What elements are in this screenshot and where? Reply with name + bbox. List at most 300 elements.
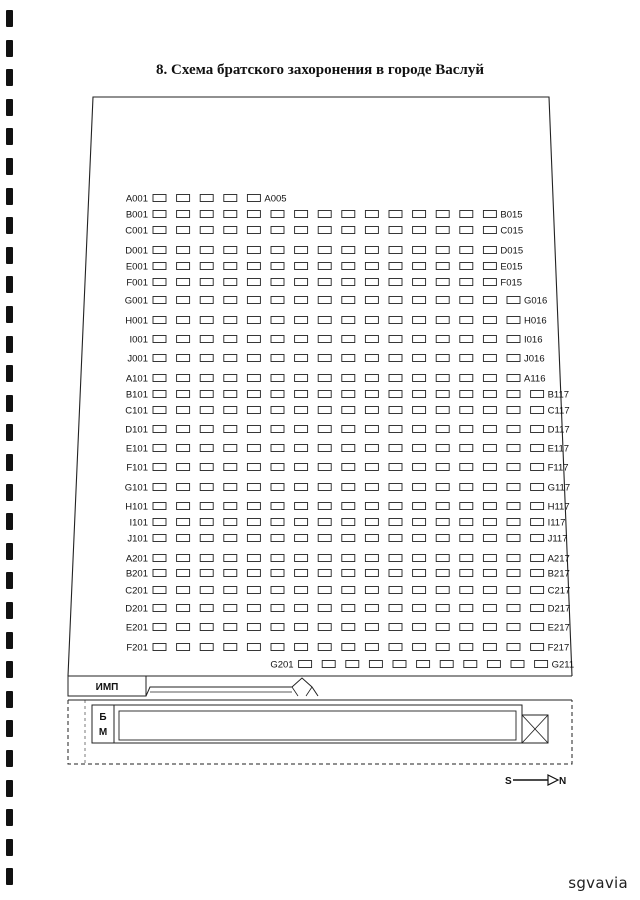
grave-plot <box>295 211 308 218</box>
grave-plot <box>389 211 402 218</box>
grave-plot <box>271 644 284 651</box>
grave-plot <box>295 297 308 304</box>
grave-plot <box>531 407 544 414</box>
grave-plot <box>200 484 213 491</box>
grave-plot <box>200 227 213 234</box>
grave-plot <box>365 555 378 562</box>
row-start-label: E201 <box>125 622 148 634</box>
grave-plot <box>177 297 190 304</box>
grave-plot <box>318 355 331 362</box>
grave-plot <box>531 555 544 562</box>
grave-plot <box>483 503 496 510</box>
grave-plot <box>224 336 237 343</box>
grave-plot <box>177 570 190 577</box>
grave-plot <box>318 519 331 526</box>
grave-plot <box>318 605 331 612</box>
grave-plot <box>365 464 378 471</box>
row-end-label: G016 <box>524 295 548 307</box>
grave-plot <box>271 279 284 286</box>
grave-plot <box>483 587 496 594</box>
grave-plot <box>153 624 166 631</box>
row-end-label: C217 <box>547 585 571 597</box>
grave-plot <box>460 426 473 433</box>
row-start-label: D001 <box>125 245 148 257</box>
grave-plot <box>247 519 260 526</box>
grave-plot <box>200 375 213 382</box>
imp-label: ИМП <box>95 682 119 693</box>
grave-plot <box>200 211 213 218</box>
grave-plot <box>295 336 308 343</box>
row-end-label: B015 <box>500 209 523 221</box>
grave-plot <box>365 587 378 594</box>
grave-plot <box>295 535 308 542</box>
grave-plot <box>460 624 473 631</box>
grave-plot <box>247 587 260 594</box>
grave-plot <box>413 336 426 343</box>
grave-plot <box>413 297 426 304</box>
grave-plot <box>365 644 378 651</box>
grave-plot <box>531 587 544 594</box>
grave-plot <box>224 624 237 631</box>
grave-plot <box>413 279 426 286</box>
grave-plot <box>389 503 402 510</box>
grave-plot <box>342 464 355 471</box>
grave-plot <box>318 503 331 510</box>
grave-plot <box>224 503 237 510</box>
grave-plot <box>153 195 166 202</box>
row-start-label: C201 <box>125 585 148 597</box>
grave-plot <box>507 535 520 542</box>
grave-plot <box>177 195 190 202</box>
grave-plot <box>318 644 331 651</box>
row-start-label: A101 <box>125 373 148 385</box>
grave-plot <box>483 445 496 452</box>
grave-plot <box>365 297 378 304</box>
row-start-label: G001 <box>124 295 148 307</box>
grave-plot <box>507 503 520 510</box>
grave-plot <box>342 445 355 452</box>
bm-label-bottom: М <box>98 727 108 738</box>
grave-plot <box>413 426 426 433</box>
grave-plot <box>365 279 378 286</box>
grave-plot <box>271 519 284 526</box>
grave-plot <box>413 570 426 577</box>
grave-plot <box>483 426 496 433</box>
grave-plot <box>247 355 260 362</box>
grave-plot <box>413 503 426 510</box>
grave-plot <box>460 227 473 234</box>
grave-plot <box>342 297 355 304</box>
grave-plot <box>295 570 308 577</box>
grave-plot <box>224 570 237 577</box>
grave-plot <box>413 464 426 471</box>
grave-plot <box>389 555 402 562</box>
grave-plot <box>460 279 473 286</box>
grave-plot <box>460 555 473 562</box>
row-end-label: I117 <box>547 517 566 529</box>
grave-plot <box>507 445 520 452</box>
grave-plot <box>200 355 213 362</box>
row-end-label: D117 <box>547 424 570 436</box>
grave-plot <box>483 535 496 542</box>
grave-plot <box>460 247 473 254</box>
grave-plot <box>507 355 520 362</box>
grave-plot <box>153 555 166 562</box>
grave-plot <box>436 391 449 398</box>
grave-plot <box>389 317 402 324</box>
grave-plot <box>342 336 355 343</box>
row-start-label: B001 <box>125 209 148 221</box>
grave-plot <box>177 535 190 542</box>
grave-plot <box>483 464 496 471</box>
grave-plot <box>153 535 166 542</box>
grave-plot <box>295 317 308 324</box>
row-end-label: J117 <box>547 533 568 545</box>
grave-plot <box>365 484 378 491</box>
grave-plot <box>531 503 544 510</box>
grave-plot <box>483 624 496 631</box>
grave-plot <box>271 464 284 471</box>
grave-plot <box>389 279 402 286</box>
grave-plot <box>436 605 449 612</box>
grave-plot <box>342 426 355 433</box>
row-start-label: E001 <box>125 261 148 273</box>
grave-plot <box>153 317 166 324</box>
grave-plot <box>271 587 284 594</box>
grave-plot <box>200 624 213 631</box>
grave-plot <box>318 570 331 577</box>
grave-plot <box>200 279 213 286</box>
grave-plot <box>295 445 308 452</box>
grave-plot <box>436 445 449 452</box>
grave-plot <box>153 644 166 651</box>
grave-plot <box>417 661 430 668</box>
grave-plot <box>436 263 449 270</box>
row-start-label: J101 <box>127 533 148 545</box>
grave-plot <box>507 464 520 471</box>
grave-plot <box>247 445 260 452</box>
grave-plot <box>483 484 496 491</box>
grave-plot <box>247 336 260 343</box>
grave-plot <box>247 605 260 612</box>
row-end-label: F217 <box>547 642 570 654</box>
grave-plot <box>531 445 544 452</box>
grave-plot <box>200 535 213 542</box>
gate-post <box>292 687 298 696</box>
grave-plot <box>342 407 355 414</box>
grave-plot <box>318 211 331 218</box>
grave-plot <box>483 263 496 270</box>
grave-plot <box>247 391 260 398</box>
grave-plot <box>318 297 331 304</box>
grave-plot <box>342 605 355 612</box>
grave-plot <box>247 317 260 324</box>
grave-plot <box>177 503 190 510</box>
row-start-label: J001 <box>127 353 148 365</box>
grave-plot <box>271 484 284 491</box>
grave-plot <box>389 464 402 471</box>
grave-plot <box>200 247 213 254</box>
grave-plot <box>413 227 426 234</box>
grave-plot <box>342 484 355 491</box>
grave-plot <box>295 263 308 270</box>
grave-plot <box>460 263 473 270</box>
grave-plot <box>436 336 449 343</box>
grave-plot <box>507 644 520 651</box>
grave-plot <box>483 644 496 651</box>
row-start-label: A001 <box>125 193 148 205</box>
grave-plot <box>507 570 520 577</box>
grave-plot <box>342 375 355 382</box>
grave-plot <box>224 391 237 398</box>
grave-plot <box>389 426 402 433</box>
grave-plot <box>177 624 190 631</box>
grave-plot <box>460 503 473 510</box>
grave-plot <box>342 263 355 270</box>
grave-plot <box>271 375 284 382</box>
grave-plot <box>531 624 544 631</box>
watermark: sgvavia <box>568 874 628 892</box>
grave-plot <box>153 355 166 362</box>
grave-plot <box>365 445 378 452</box>
grave-plot <box>365 375 378 382</box>
grave-plot <box>177 355 190 362</box>
grave-plot <box>389 624 402 631</box>
grave-plot <box>436 570 449 577</box>
grave-plot <box>413 391 426 398</box>
grave-plot <box>483 211 496 218</box>
grave-plot <box>436 317 449 324</box>
grave-plot <box>224 644 237 651</box>
grave-plot <box>271 355 284 362</box>
grave-plot <box>436 375 449 382</box>
grave-plot <box>247 484 260 491</box>
grave-plot <box>460 587 473 594</box>
grave-plot <box>531 519 544 526</box>
grave-plot <box>483 570 496 577</box>
grave-plot <box>507 605 520 612</box>
grave-plot <box>413 644 426 651</box>
grave-plot <box>531 535 544 542</box>
grave-plot <box>318 426 331 433</box>
grave-plot <box>483 555 496 562</box>
grave-plot <box>365 624 378 631</box>
grave-plot <box>247 247 260 254</box>
grave-plot <box>153 570 166 577</box>
grave-plot <box>483 605 496 612</box>
row-start-label: I001 <box>129 334 148 346</box>
grave-plot <box>295 555 308 562</box>
grave-plot <box>531 484 544 491</box>
grave-plot <box>318 247 331 254</box>
grave-plot <box>531 391 544 398</box>
grave-plot <box>365 355 378 362</box>
grave-plot <box>200 195 213 202</box>
grave-plot <box>295 503 308 510</box>
grave-plot <box>483 391 496 398</box>
grave-plot <box>460 317 473 324</box>
grave-plot <box>224 263 237 270</box>
grave-plot <box>440 661 453 668</box>
grave-plot <box>295 426 308 433</box>
row-end-label: C117 <box>547 405 570 417</box>
grave-plot <box>271 624 284 631</box>
grave-plot <box>342 355 355 362</box>
grave-plot <box>318 535 331 542</box>
grave-plot <box>224 535 237 542</box>
grave-plot <box>318 445 331 452</box>
grave-plot <box>507 297 520 304</box>
grave-plot <box>483 519 496 526</box>
grave-plot <box>483 355 496 362</box>
grave-plot <box>531 464 544 471</box>
grave-plot <box>224 426 237 433</box>
grave-plot <box>389 263 402 270</box>
grave-plot <box>153 227 166 234</box>
grave-plot <box>318 263 331 270</box>
grave-plot <box>413 211 426 218</box>
grave-plot <box>318 484 331 491</box>
row-end-label: B217 <box>547 568 570 580</box>
grave-plot <box>295 247 308 254</box>
grave-plot <box>271 445 284 452</box>
grave-plot <box>295 644 308 651</box>
grave-plot <box>177 263 190 270</box>
grave-plot <box>436 355 449 362</box>
grave-plot <box>200 503 213 510</box>
row-end-label: D217 <box>547 603 571 615</box>
grave-plot <box>365 227 378 234</box>
grave-plot <box>483 407 496 414</box>
grave-plot <box>153 503 166 510</box>
grave-plot <box>318 227 331 234</box>
grave-plot <box>460 297 473 304</box>
grave-plot <box>436 297 449 304</box>
grave-plot <box>247 624 260 631</box>
row-start-label: I101 <box>129 517 148 529</box>
compass-south: S <box>505 776 512 787</box>
grave-plot <box>531 644 544 651</box>
grave-plot <box>271 426 284 433</box>
grave-plot <box>177 587 190 594</box>
grave-plot <box>299 661 312 668</box>
row-end-label: E015 <box>500 261 523 273</box>
grave-plot <box>413 587 426 594</box>
grave-plot <box>413 535 426 542</box>
compass-arrow-head <box>548 775 558 785</box>
row-end-label: I016 <box>524 334 543 346</box>
grave-plot <box>247 570 260 577</box>
grave-plot <box>200 297 213 304</box>
grave-plot <box>436 211 449 218</box>
grave-plot <box>200 464 213 471</box>
grave-plot <box>318 336 331 343</box>
grave-plot <box>460 605 473 612</box>
grave-plot <box>247 407 260 414</box>
grave-plot <box>365 247 378 254</box>
grave-plot <box>460 644 473 651</box>
grave-plot <box>295 355 308 362</box>
grave-plot <box>177 644 190 651</box>
grave-plot <box>413 317 426 324</box>
grave-plot <box>200 587 213 594</box>
grave-plot <box>507 407 520 414</box>
grave-plot <box>389 391 402 398</box>
grave-plot <box>153 297 166 304</box>
grave-plot <box>200 263 213 270</box>
grave-plot <box>177 407 190 414</box>
grave-plot <box>487 661 500 668</box>
grave-plot <box>460 355 473 362</box>
grave-plot <box>271 263 284 270</box>
grave-plot <box>436 279 449 286</box>
row-end-label: F015 <box>500 277 523 289</box>
grave-plot <box>247 195 260 202</box>
grave-plot <box>460 211 473 218</box>
grave-plot <box>224 227 237 234</box>
grave-plot <box>224 555 237 562</box>
grave-plot <box>318 624 331 631</box>
grave-grid <box>125 194 574 671</box>
grave-plot <box>389 375 402 382</box>
grave-plot <box>295 519 308 526</box>
grave-plot <box>531 426 544 433</box>
grave-plot <box>247 375 260 382</box>
grave-plot <box>365 336 378 343</box>
row-end-label: A116 <box>524 373 546 385</box>
grave-plot <box>200 317 213 324</box>
grave-plot <box>436 464 449 471</box>
grave-plot <box>342 555 355 562</box>
grave-plot <box>365 407 378 414</box>
grave-plot <box>413 605 426 612</box>
grave-plot <box>224 484 237 491</box>
grave-plot <box>318 587 331 594</box>
grave-plot <box>271 503 284 510</box>
grave-plot <box>247 503 260 510</box>
grave-plot <box>413 445 426 452</box>
grave-plot <box>507 375 520 382</box>
row-end-label: B117 <box>547 389 570 401</box>
grave-plot <box>389 407 402 414</box>
grave-plot <box>200 445 213 452</box>
row-start-label: F201 <box>126 642 148 654</box>
row-end-label: G211 <box>551 659 575 671</box>
grave-plot <box>247 227 260 234</box>
grave-plot <box>200 555 213 562</box>
row-start-label: H001 <box>125 315 148 327</box>
grave-plot <box>318 407 331 414</box>
grave-plot <box>177 445 190 452</box>
grave-plot <box>460 391 473 398</box>
grave-plot <box>271 247 284 254</box>
grave-plot <box>200 605 213 612</box>
grave-plot <box>342 644 355 651</box>
grave-plot <box>393 661 406 668</box>
grave-plot <box>153 247 166 254</box>
grave-plot <box>365 263 378 270</box>
grave-plot <box>342 624 355 631</box>
grave-plot <box>464 661 477 668</box>
grave-plot <box>224 195 237 202</box>
grave-plot <box>271 211 284 218</box>
grave-plot <box>271 605 284 612</box>
grave-plot <box>153 391 166 398</box>
grave-plot <box>247 644 260 651</box>
grave-plot <box>200 391 213 398</box>
grave-plot <box>507 519 520 526</box>
grave-plot <box>460 375 473 382</box>
